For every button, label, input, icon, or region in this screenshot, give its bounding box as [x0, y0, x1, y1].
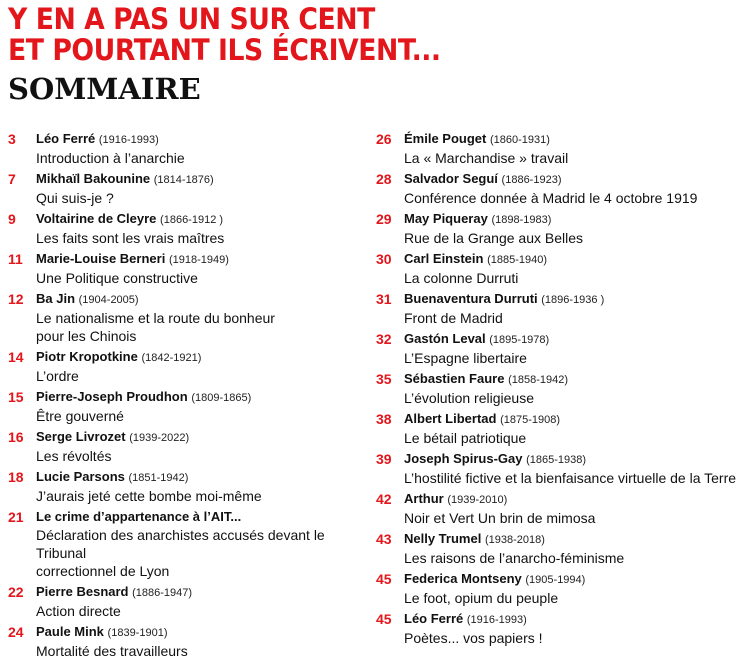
author-dates: (1939-2010) — [447, 494, 508, 506]
entry-heading — [36, 348, 370, 367]
entry-heading — [36, 250, 370, 269]
page-number: 18 — [8, 469, 24, 485]
author-dates: (1865-1938) — [526, 454, 587, 466]
author-dates: (1896-1936 ) — [541, 294, 605, 306]
entry-title: L’hostilité fictive et la bienfaisance virtuelle de la Terre — [404, 470, 737, 486]
entry-heading — [36, 583, 370, 602]
entry-title: Introduction à l’anarchie — [36, 150, 185, 166]
entry-heading — [404, 330, 738, 349]
entry-title: Les révoltés — [36, 448, 112, 464]
toc-entry — [8, 130, 370, 167]
page-number: 22 — [8, 584, 24, 600]
page-number: 45 — [376, 611, 392, 627]
entry-heading — [404, 210, 738, 229]
entry-title: Conférence donnée à Madrid le 4 octobre 1919 — [404, 190, 698, 206]
author-name: Salvador Seguí — [404, 171, 498, 186]
toc-entry — [376, 130, 738, 167]
toc-entry — [376, 450, 738, 487]
entry-heading — [36, 428, 370, 447]
entry-heading — [36, 623, 370, 642]
author-dates: (1860-1931) — [489, 134, 550, 146]
author-name: Federica Montseny — [404, 571, 522, 586]
entry-heading — [404, 530, 738, 549]
author-dates: (1842-1921) — [141, 352, 202, 364]
toc-entry — [8, 623, 370, 660]
author-dates: (1886-1947) — [132, 587, 193, 599]
page-number: 43 — [376, 531, 392, 547]
author-name: Nelly Trumel — [404, 531, 482, 546]
entry-heading — [404, 490, 738, 509]
entry-heading — [36, 130, 370, 149]
page-number: 35 — [376, 371, 392, 387]
page-number: 38 — [376, 411, 392, 427]
toc-entry — [8, 170, 370, 207]
toc-entry — [8, 348, 370, 385]
entry-title: Rue de la Grange aux Belles — [404, 230, 583, 246]
entry-title: J’aurais jeté cette bombe moi-même — [36, 488, 262, 504]
author-name: Piotr Kropotkine — [36, 349, 138, 364]
page-number: 29 — [376, 211, 392, 227]
section-title: SOMMAIRE — [8, 72, 201, 106]
entry-heading — [36, 468, 370, 487]
entry-title: Qui suis-je ? — [36, 190, 114, 206]
page-number: 15 — [8, 389, 24, 405]
entry-title: Une Politique constructive — [36, 270, 198, 286]
entry-heading — [36, 210, 370, 229]
author-dates: (1839-1901) — [107, 627, 168, 639]
author-name: Le crime d’appartenance à l’AIT... — [36, 509, 242, 524]
page-number: 31 — [376, 291, 392, 307]
entry-title: pour les Chinois — [36, 328, 137, 344]
entry-heading — [404, 570, 738, 589]
toc-entry — [376, 530, 738, 567]
author-dates: (1916-1993) — [466, 614, 527, 626]
entry-title: Les raisons de l’anarcho-féminisme — [404, 550, 625, 566]
entry-title: correctionnel de Lyon — [36, 563, 170, 579]
page-number: 45 — [376, 571, 392, 587]
author-dates: (1851-1942) — [128, 472, 189, 484]
page-number: 3 — [8, 131, 16, 147]
author-name: Mikhaïl Bakounine — [36, 171, 151, 186]
entry-heading — [404, 170, 738, 189]
page-number: 32 — [376, 331, 392, 347]
page-number: 14 — [8, 349, 24, 365]
author-dates: (1858-1942) — [508, 374, 568, 386]
page-number: 7 — [8, 171, 16, 187]
toc-entry — [8, 290, 370, 345]
entry-heading — [36, 170, 370, 189]
author-name: Paule Mink — [36, 624, 104, 639]
author-name: Serge Livrozet — [36, 429, 126, 444]
author-name: Albert Libertad — [404, 411, 497, 426]
author-name: Voltairine de Cleyre — [36, 211, 157, 226]
entry-title: L’ordre — [36, 368, 79, 384]
page-number: 28 — [376, 171, 392, 187]
author-name: Gastón Leval — [404, 331, 486, 346]
author-name: Pierre Besnard — [36, 584, 129, 599]
toc-entry — [8, 508, 370, 580]
entry-heading — [404, 370, 738, 389]
page-number: 9 — [8, 211, 16, 227]
author-name: Léo Ferré — [404, 611, 464, 626]
author-dates: (1918-1949) — [168, 254, 229, 266]
entry-heading — [404, 130, 738, 149]
toc-entry — [376, 410, 738, 447]
entry-title: Mortalité des travailleurs — [36, 643, 188, 659]
author-dates: (1938-2018) — [484, 534, 545, 546]
entry-title: Le bétail patriotique — [404, 430, 527, 446]
entry-title: Les faits sont les vrais maîtres — [36, 230, 225, 246]
author-name: Carl Einstein — [404, 251, 484, 266]
author-name: Arthur — [404, 491, 444, 506]
page-number: 21 — [8, 509, 24, 525]
toc-column-right — [376, 130, 738, 650]
author-name: Léo Ferré — [36, 131, 96, 146]
toc-entry — [8, 428, 370, 465]
entry-title: Action directe — [36, 603, 121, 619]
entry-title: Déclaration des anarchistes accusés devant le Tribunal — [36, 527, 325, 561]
entry-title: L’évolution religieuse — [404, 390, 534, 406]
page-header — [8, 4, 743, 105]
author-dates: (1885-1940) — [487, 254, 548, 266]
headline-line-1: Y EN A PAS UN SUR CENT — [8, 2, 375, 36]
author-name: Marie-Louise Berneri — [36, 251, 166, 266]
author-name: Ba Jin — [36, 291, 76, 306]
toc-entry — [376, 490, 738, 527]
page-number: 12 — [8, 291, 24, 307]
entry-title: La colonne Durruti — [404, 270, 519, 286]
page-number: 30 — [376, 251, 392, 267]
headline-line-2: ET POURTANT ILS ÉCRIVENT... — [8, 33, 441, 67]
entry-heading — [36, 508, 370, 526]
author-name: Buenaventura Durruti — [404, 291, 538, 306]
toc-entry — [8, 250, 370, 287]
toc-entry — [376, 370, 738, 407]
page-number: 26 — [376, 131, 392, 147]
author-dates: (1886-1923) — [501, 174, 562, 186]
author-name: Émile Pouget — [404, 131, 487, 146]
entry-heading — [404, 250, 738, 269]
toc-entry — [376, 610, 738, 647]
author-dates: (1895-1978) — [489, 334, 550, 346]
toc-entry — [376, 250, 738, 287]
author-dates: (1916-1993) — [98, 134, 159, 146]
entry-title: Poètes... vos papiers ! — [404, 630, 543, 646]
toc-entry — [8, 210, 370, 247]
page-number: 42 — [376, 491, 392, 507]
author-dates: (1875-1908) — [500, 414, 561, 426]
author-name: Joseph Spirus-Gay — [404, 451, 523, 466]
entry-title: Le foot, opium du peuple — [404, 590, 559, 606]
author-dates: (1814-1876) — [153, 174, 214, 186]
entry-heading — [36, 290, 370, 309]
entry-heading — [404, 410, 738, 429]
toc-entry — [376, 570, 738, 607]
toc-entry — [376, 290, 738, 327]
entry-title: Noir et Vert Un brin de mimosa — [404, 510, 596, 526]
author-dates: (1898-1983) — [491, 214, 552, 226]
entry-heading — [404, 610, 738, 629]
author-dates: (1939-2022) — [129, 432, 190, 444]
toc-column-left — [8, 130, 370, 663]
author-dates: (1905-1994) — [525, 574, 586, 586]
entry-title: La « Marchandise » travail — [404, 150, 569, 166]
page-number: 16 — [8, 429, 24, 445]
page-number: 24 — [8, 624, 24, 640]
entry-title: L’Espagne libertaire — [404, 350, 527, 366]
author-dates: (1809-1865) — [191, 392, 252, 404]
toc-entry — [8, 583, 370, 620]
entry-title: Être gouverné — [36, 408, 124, 424]
author-dates: (1904-2005) — [78, 294, 139, 306]
author-name: Sébastien Faure — [404, 371, 505, 386]
toc-entry — [376, 170, 738, 207]
author-name: Lucie Parsons — [36, 469, 125, 484]
author-name: May Piqueray — [404, 211, 488, 226]
author-name: Pierre-Joseph Proudhon — [36, 389, 188, 404]
toc-entry — [376, 330, 738, 367]
author-dates: (1866-1912 ) — [160, 214, 224, 226]
toc-entry — [376, 210, 738, 247]
entry-heading — [36, 388, 370, 407]
entry-heading — [404, 450, 738, 469]
entry-title: Front de Madrid — [404, 310, 503, 326]
toc-entry — [8, 468, 370, 505]
entry-heading — [404, 290, 738, 309]
entry-title: Le nationalisme et la route du bonheur — [36, 310, 275, 326]
page-number: 39 — [376, 451, 392, 467]
page-number: 11 — [8, 251, 23, 267]
toc-entry — [8, 388, 370, 425]
